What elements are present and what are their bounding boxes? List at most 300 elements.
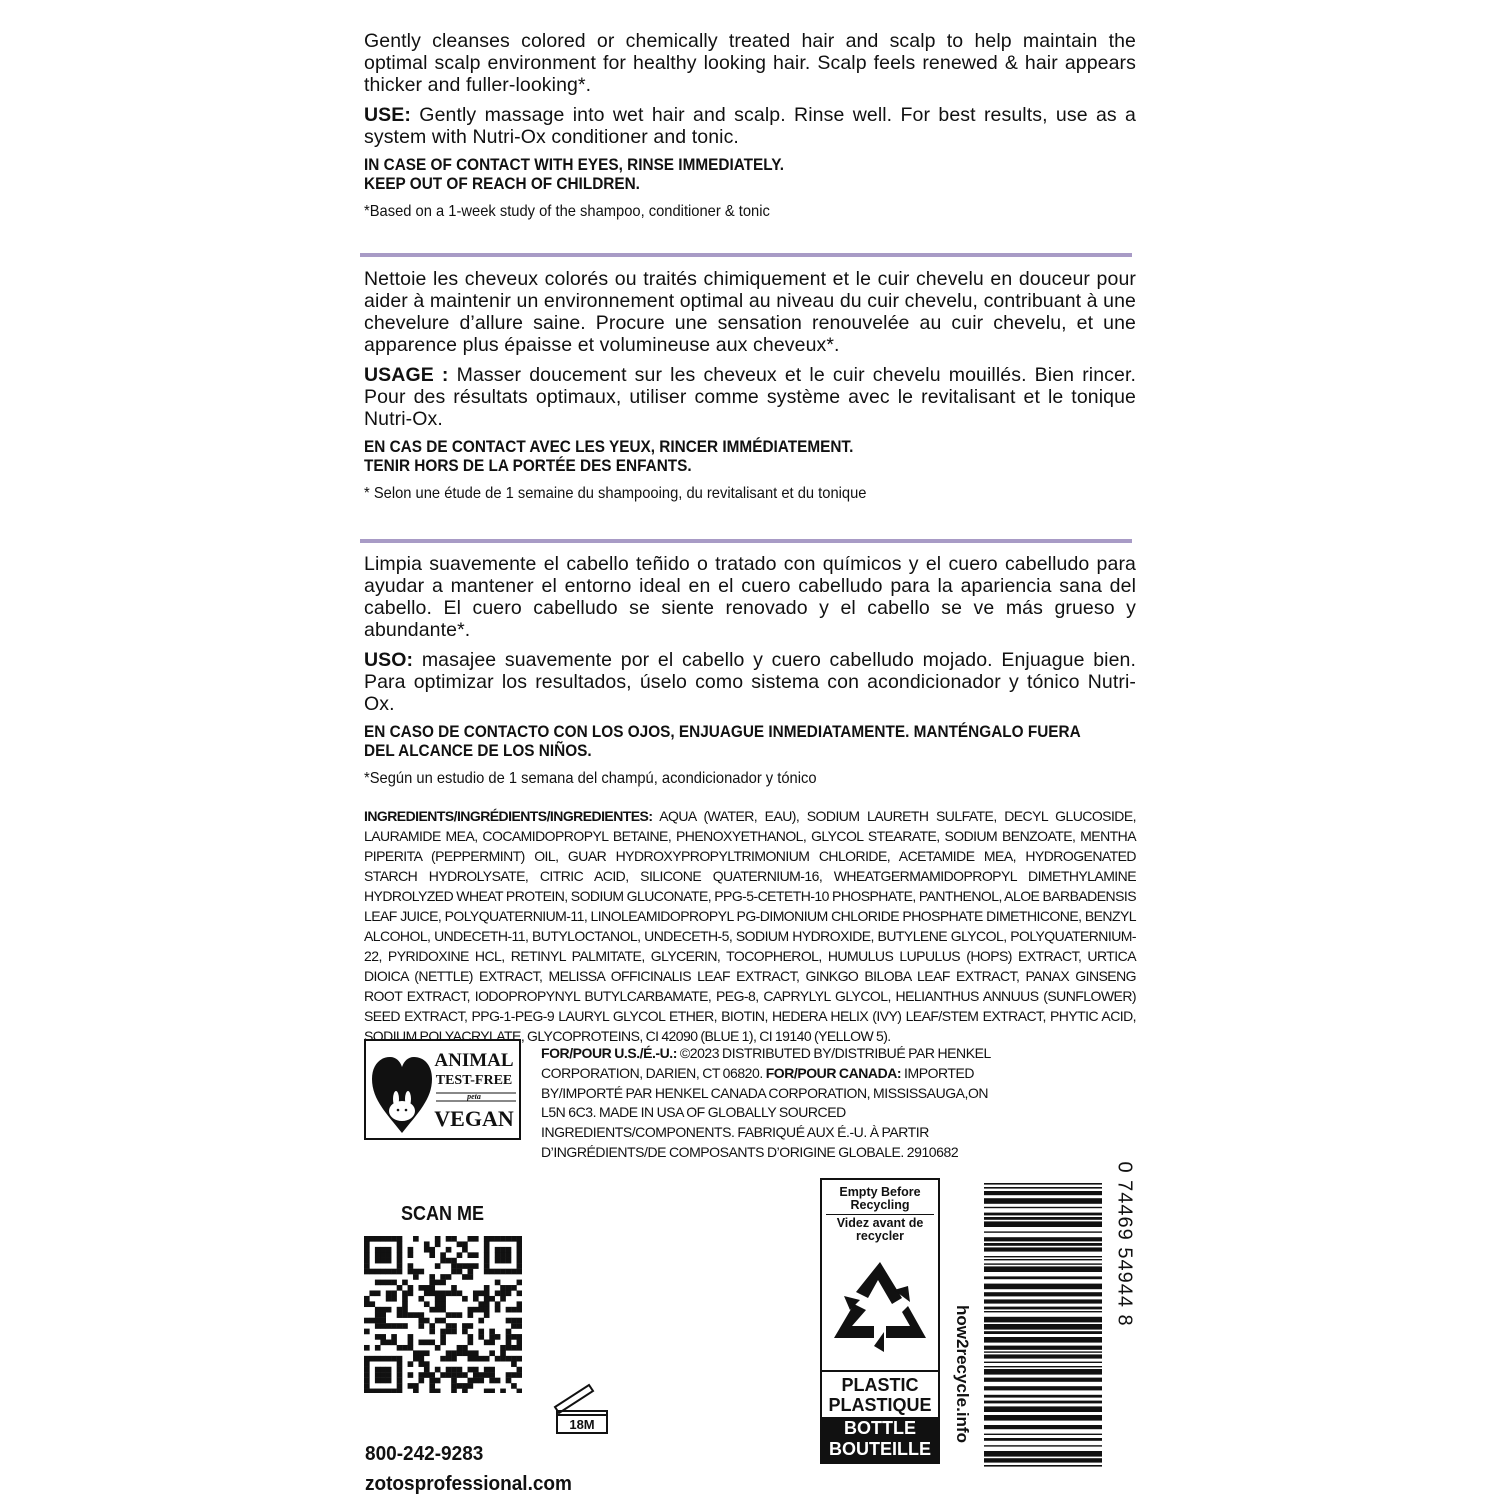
- qr-module: [511, 1334, 517, 1340]
- qr-module: [468, 1378, 474, 1384]
- barcode-bar: [984, 1451, 1102, 1457]
- qr-module: [451, 1312, 457, 1318]
- qr-module: [440, 1274, 446, 1280]
- qr-module: [364, 1367, 370, 1373]
- spanish-use-text: masajee suavemente por el cabello y cuero cabelludo mojado. Enjuague bien. Para optimizar los resultados, úselo como sistema con acondicionador y tónico Nutri-Ox.: [364, 649, 1136, 715]
- distribution-info: [541, 1044, 1011, 1163]
- qr-module: [457, 1372, 463, 1378]
- qr-module: [413, 1236, 419, 1242]
- qr-module: [408, 1340, 414, 1346]
- qr-module: [424, 1340, 430, 1346]
- qr-module: [364, 1269, 370, 1275]
- qr-module: [386, 1296, 392, 1302]
- qr-module: [462, 1372, 468, 1378]
- qr-module: [446, 1290, 452, 1296]
- ingredients-list: [364, 806, 1136, 1046]
- qr-module: [397, 1356, 403, 1362]
- qr-module: [397, 1252, 403, 1258]
- barcode-digits: 0 74469 54944 8: [1113, 1161, 1136, 1327]
- qr-module: [397, 1247, 403, 1253]
- qr-module: [478, 1356, 484, 1362]
- qr-module: [364, 1361, 370, 1367]
- qr-module: [468, 1274, 474, 1280]
- qr-module: [429, 1274, 435, 1280]
- barcode-bar: [984, 1198, 1102, 1204]
- barcode-bar: [984, 1346, 1102, 1350]
- qr-module: [435, 1236, 441, 1242]
- qr-module: [457, 1345, 463, 1351]
- qr-module: [435, 1241, 441, 1247]
- qr-module: [380, 1252, 386, 1258]
- qr-module: [386, 1258, 392, 1264]
- qr-module: [408, 1345, 414, 1351]
- qr-module: [424, 1350, 430, 1356]
- qr-module: [446, 1274, 452, 1280]
- qr-module: [511, 1356, 517, 1362]
- qr-module: [506, 1252, 512, 1258]
- barcode-bar: [984, 1307, 1102, 1310]
- qr-module: [380, 1312, 386, 1318]
- qr-module: [478, 1372, 484, 1378]
- french-use-label: USAGE :: [364, 364, 449, 386]
- qr-module: [495, 1269, 501, 1275]
- canada-label: FOR/POUR CANADA:: [765, 1064, 902, 1081]
- qr-module: [413, 1350, 419, 1356]
- qr-module: [380, 1280, 386, 1286]
- qr-module: [402, 1323, 408, 1329]
- qr-module: [517, 1345, 522, 1351]
- qr-module: [468, 1340, 474, 1346]
- qr-module: [468, 1367, 474, 1373]
- qr-module: [397, 1389, 403, 1393]
- qr-module: [473, 1263, 479, 1269]
- qr-module: [364, 1345, 370, 1351]
- qr-module: [424, 1361, 430, 1367]
- qr-module: [440, 1252, 446, 1258]
- qr-module: [364, 1236, 370, 1242]
- english-description: Gently cleanses colored or chemically treated hair and scalp to help maintain the optimal scalp environment for healthy looking hair. Scalp feels renewed & hair appears thicker and fuller-looking*.: [364, 30, 1136, 96]
- qr-module: [435, 1307, 441, 1313]
- qr-code[interactable]: [364, 1236, 522, 1393]
- canada-text: IMPORTED BY/IMPORTÉ PAR HENKEL CANADA CORPORATION, MISSISSAUGA,ON L5N 6C3. MADE IN USA OF GLOBALLY SOURCED INGREDIENTS/COMPONENTS. FABRIQUÉ AUX É.-U. À PARTIR D’INGRÉDIENTS/DE COMPOSANTS D’ORIGINE GLOBALE. 2910682: [541, 1064, 989, 1160]
- qr-module: [473, 1236, 479, 1242]
- qr-module: [386, 1356, 392, 1362]
- peta-animal: ANIMAL: [434, 1050, 514, 1071]
- qr-module: [500, 1290, 506, 1296]
- qr-module: [500, 1389, 506, 1393]
- qr-module: [506, 1318, 512, 1324]
- qr-module: [429, 1372, 435, 1378]
- qr-module: [451, 1285, 457, 1291]
- qr-module: [457, 1350, 463, 1356]
- qr-module: [386, 1307, 392, 1313]
- qr-module: [375, 1323, 381, 1329]
- qr-module: [462, 1274, 468, 1280]
- qr-module: [473, 1350, 479, 1356]
- qr-module: [364, 1296, 370, 1302]
- qr-module: [500, 1252, 506, 1258]
- qr-module: [484, 1241, 490, 1247]
- qr-module: [517, 1263, 522, 1269]
- phone-number: 800-242-9283: [365, 1443, 484, 1465]
- qr-module: [397, 1312, 403, 1318]
- qr-module: [517, 1367, 522, 1373]
- how2recycle-label: [820, 1178, 940, 1464]
- qr-module: [500, 1236, 506, 1242]
- qr-module: [484, 1356, 490, 1362]
- qr-module: [506, 1269, 512, 1275]
- french-footnote: * Selon une étude de 1 semaine du shampooing, du revitalisant et du tonique: [364, 485, 867, 502]
- qr-module: [364, 1329, 370, 1335]
- barcode-bar: [984, 1378, 1102, 1382]
- barcode-bar: [984, 1299, 1102, 1303]
- english-use-text: Gently massage into wet hair and scalp. Rinse well. For best results, use as a system with Nutri-Ox conditioner and tonic.: [364, 104, 1136, 148]
- qr-module: [489, 1372, 495, 1378]
- qr-module: [369, 1301, 375, 1307]
- qr-module: [397, 1269, 403, 1275]
- qr-module: [484, 1389, 490, 1393]
- qr-module: [375, 1372, 381, 1378]
- spanish-use: [364, 649, 1136, 715]
- qr-module: [495, 1301, 501, 1307]
- barcode-bar: [984, 1221, 1102, 1227]
- qr-module: [451, 1389, 457, 1393]
- qr-module: [495, 1252, 501, 1258]
- qr-module: [397, 1372, 403, 1378]
- qr-module: [397, 1383, 403, 1389]
- qr-module: [462, 1389, 468, 1393]
- qr-module: [489, 1236, 495, 1242]
- qr-module: [397, 1241, 403, 1247]
- qr-module: [375, 1269, 381, 1275]
- qr-module: [397, 1361, 403, 1367]
- qr-module: [364, 1372, 370, 1378]
- qr-module: [468, 1252, 474, 1258]
- qr-module: [429, 1323, 435, 1329]
- qr-module: [429, 1280, 435, 1286]
- qr-module: [440, 1307, 446, 1313]
- barcode-bar: [984, 1351, 1102, 1352]
- how2recycle-site-wrapper: [950, 1282, 970, 1466]
- qr-module: [462, 1345, 468, 1351]
- qr-module: [440, 1301, 446, 1307]
- qr-module: [391, 1356, 397, 1362]
- qr-module: [397, 1236, 403, 1242]
- qr-module: [369, 1269, 375, 1275]
- qr-module: [386, 1378, 392, 1384]
- qr-module: [495, 1236, 501, 1242]
- qr-module: [446, 1236, 452, 1242]
- qr-module: [375, 1252, 381, 1258]
- barcode-bar: [984, 1425, 1102, 1429]
- peta-brand: peta: [467, 1092, 481, 1101]
- barcode-bar: [984, 1362, 1102, 1363]
- qr-module: [468, 1323, 474, 1329]
- barcode-bar: [984, 1256, 1102, 1257]
- qr-module: [489, 1329, 495, 1335]
- qr-module: [489, 1296, 495, 1302]
- barcode-bar: [984, 1366, 1102, 1367]
- qr-module: [500, 1296, 506, 1302]
- qr-module: [489, 1340, 495, 1346]
- qr-module: [424, 1367, 430, 1373]
- qr-module: [375, 1280, 381, 1286]
- qr-module: [478, 1334, 484, 1340]
- french-warning-children: TENIR HORS DE LA PORTÉE DES ENFANTS.: [364, 457, 692, 475]
- qr-module: [364, 1356, 370, 1362]
- qr-module: [380, 1307, 386, 1313]
- qr-module: [386, 1252, 392, 1258]
- spanish-section: [364, 553, 1136, 788]
- qr-module: [375, 1312, 381, 1318]
- barcode-bar: [984, 1324, 1102, 1330]
- qr-module: [451, 1258, 457, 1264]
- qr-module: [429, 1378, 435, 1384]
- qr-module: [506, 1356, 512, 1362]
- barcode-bar: [984, 1284, 1102, 1290]
- qr-module: [446, 1323, 452, 1329]
- qr-module: [457, 1263, 463, 1269]
- qr-module: [457, 1367, 463, 1373]
- qr-module: [495, 1258, 501, 1264]
- recycle-line-1: Empty Before: [839, 1185, 921, 1199]
- us-text: ©2023 DISTRIBUTED BY/DISTRIBUÉ PAR HENKEL CORPORATION, DARIEN, CT 06820.: [541, 1045, 991, 1081]
- barcode-bar: [984, 1369, 1102, 1375]
- qr-module: [462, 1383, 468, 1389]
- qr-module: [478, 1290, 484, 1296]
- qr-module: [375, 1378, 381, 1384]
- barcode-bar: [984, 1395, 1102, 1398]
- qr-module: [440, 1372, 446, 1378]
- qr-module: [386, 1236, 392, 1242]
- qr-module: [386, 1323, 392, 1329]
- qr-module: [446, 1329, 452, 1335]
- peta-test-free: TEST-FREE: [435, 1073, 513, 1088]
- qr-module: [517, 1323, 522, 1329]
- qr-module: [397, 1345, 403, 1351]
- qr-module: [391, 1269, 397, 1275]
- qr-module: [517, 1340, 522, 1346]
- qr-module: [489, 1269, 495, 1275]
- qr-module: [484, 1236, 490, 1242]
- qr-module: [506, 1290, 512, 1296]
- material-fr: PLASTIQUE: [828, 1395, 932, 1415]
- qr-module: [457, 1290, 463, 1296]
- qr-module: [397, 1258, 403, 1264]
- qr-module: [451, 1290, 457, 1296]
- barcode-bar: [984, 1213, 1102, 1216]
- qr-module: [484, 1372, 490, 1378]
- qr-module: [451, 1367, 457, 1373]
- divider-line: [360, 253, 1132, 257]
- qr-module: [435, 1318, 441, 1324]
- qr-module: [397, 1323, 403, 1329]
- barcode-bar: [984, 1207, 1102, 1208]
- spanish-warning-eyes: EN CASO DE CONTACTO CON LOS OJOS, ENJUAGUE INMEDIATAMENTE. MANTÉNGALO FUERA: [364, 723, 1081, 741]
- qr-module: [375, 1345, 381, 1351]
- qr-module: [364, 1241, 370, 1247]
- qr-module: [402, 1290, 408, 1296]
- qr-module: [506, 1340, 512, 1346]
- qr-module: [369, 1356, 375, 1362]
- qr-module: [517, 1241, 522, 1247]
- qr-module: [489, 1378, 495, 1384]
- qr-module: [375, 1258, 381, 1264]
- qr-module: [462, 1329, 468, 1335]
- qr-module: [435, 1345, 441, 1351]
- qr-module: [424, 1301, 430, 1307]
- barcode-bar: [984, 1415, 1102, 1421]
- qr-module: [473, 1296, 479, 1302]
- qr-module: [517, 1280, 522, 1286]
- qr-module: [364, 1383, 370, 1389]
- qr-module: [418, 1318, 424, 1324]
- qr-module: [506, 1236, 512, 1242]
- qr-module: [418, 1285, 424, 1291]
- qr-module: [435, 1290, 441, 1296]
- website-link[interactable]: zotosprofessional.com: [365, 1473, 572, 1495]
- qr-module: [484, 1312, 490, 1318]
- english-warning-children: KEEP OUT OF REACH OF CHILDREN.: [364, 175, 640, 193]
- qr-module: [451, 1356, 457, 1362]
- qr-module: [484, 1258, 490, 1264]
- qr-module: [446, 1356, 452, 1362]
- qr-module: [478, 1378, 484, 1384]
- qr-module: [424, 1372, 430, 1378]
- qr-module: [391, 1236, 397, 1242]
- qr-module: [473, 1378, 479, 1384]
- qr-module: [468, 1307, 474, 1313]
- qr-module: [468, 1236, 474, 1242]
- qr-module: [364, 1301, 370, 1307]
- qr-module: [418, 1269, 424, 1275]
- qr-module: [462, 1323, 468, 1329]
- qr-module: [369, 1318, 375, 1324]
- qr-module: [446, 1367, 452, 1373]
- qr-module: [500, 1345, 506, 1351]
- qr-module: [517, 1389, 522, 1393]
- qr-module: [413, 1274, 419, 1280]
- qr-module: [511, 1345, 517, 1351]
- recycle-line-2: Recycling: [850, 1198, 910, 1212]
- qr-module: [408, 1285, 414, 1291]
- qr-module: [429, 1252, 435, 1258]
- qr-module: [424, 1247, 430, 1253]
- qr-module: [517, 1290, 522, 1296]
- qr-module: [435, 1367, 441, 1373]
- barcode-bar: [984, 1191, 1102, 1195]
- qr-module: [468, 1383, 474, 1389]
- qr-module: [440, 1356, 446, 1362]
- qr-module: [500, 1356, 506, 1362]
- qr-module: [506, 1372, 512, 1378]
- qr-module: [380, 1367, 386, 1373]
- qr-module: [402, 1301, 408, 1307]
- barcode-bar: [984, 1354, 1102, 1358]
- qr-module: [386, 1269, 392, 1275]
- qr-module: [451, 1263, 457, 1269]
- qr-module: [413, 1269, 419, 1275]
- peta-vegan: VEGAN: [434, 1106, 514, 1131]
- qr-module: [397, 1263, 403, 1269]
- qr-module: [478, 1318, 484, 1324]
- qr-module: [408, 1252, 414, 1258]
- form-en: BOTTLE: [844, 1418, 916, 1438]
- qr-module: [413, 1312, 419, 1318]
- barcode-bar: [984, 1331, 1102, 1334]
- qr-module: [429, 1389, 435, 1393]
- qr-module: [506, 1329, 512, 1335]
- qr-module: [484, 1290, 490, 1296]
- qr-module: [473, 1356, 479, 1362]
- barcode-bar: [984, 1183, 1102, 1185]
- qr-module: [511, 1372, 517, 1378]
- barcode-bar: [984, 1401, 1102, 1404]
- qr-module: [391, 1280, 397, 1286]
- qr-module: [375, 1356, 381, 1362]
- qr-module: [511, 1307, 517, 1313]
- qr-module: [468, 1334, 474, 1340]
- qr-module: [380, 1318, 386, 1324]
- qr-module: [462, 1247, 468, 1253]
- qr-module: [506, 1378, 512, 1384]
- qr-module: [511, 1285, 517, 1291]
- qr-module: [462, 1350, 468, 1356]
- qr-module: [413, 1383, 419, 1389]
- qr-module: [408, 1312, 414, 1318]
- barcode-bar: [984, 1276, 1102, 1279]
- barcode-bar: [984, 1406, 1102, 1412]
- qr-module: [500, 1350, 506, 1356]
- qr-module: [484, 1263, 490, 1269]
- how2recycle-site[interactable]: how2recycle.info: [953, 1305, 972, 1443]
- qr-module: [446, 1247, 452, 1253]
- qr-module: [386, 1372, 392, 1378]
- qr-module: [484, 1296, 490, 1302]
- barcode-bar: [984, 1292, 1102, 1296]
- qr-module: [391, 1389, 397, 1393]
- qr-module: [446, 1312, 452, 1318]
- qr-module: [380, 1340, 386, 1346]
- qr-module: [429, 1329, 435, 1335]
- qr-module: [435, 1378, 441, 1384]
- barcode-bar: [984, 1266, 1102, 1272]
- qr-module: [380, 1334, 386, 1340]
- qr-module: [386, 1367, 392, 1373]
- qr-module: [457, 1241, 463, 1247]
- qr-module: [484, 1252, 490, 1258]
- qr-module: [408, 1290, 414, 1296]
- qr-module: [478, 1301, 484, 1307]
- qr-module: [517, 1372, 522, 1378]
- qr-module: [364, 1252, 370, 1258]
- qr-module: [391, 1340, 397, 1346]
- english-use-label: USE:: [364, 104, 411, 126]
- qr-module: [517, 1269, 522, 1275]
- barcode-bar: [984, 1263, 1102, 1264]
- qr-module: [484, 1307, 490, 1313]
- qr-module: [413, 1356, 419, 1362]
- qr-module: [408, 1372, 414, 1378]
- french-section: [364, 268, 1136, 503]
- qr-module: [495, 1307, 501, 1313]
- qr-module: [506, 1307, 512, 1313]
- qr-module: [473, 1372, 479, 1378]
- qr-module: [500, 1285, 506, 1291]
- qr-module: [418, 1372, 424, 1378]
- qr-module: [489, 1334, 495, 1340]
- qr-module: [478, 1329, 484, 1335]
